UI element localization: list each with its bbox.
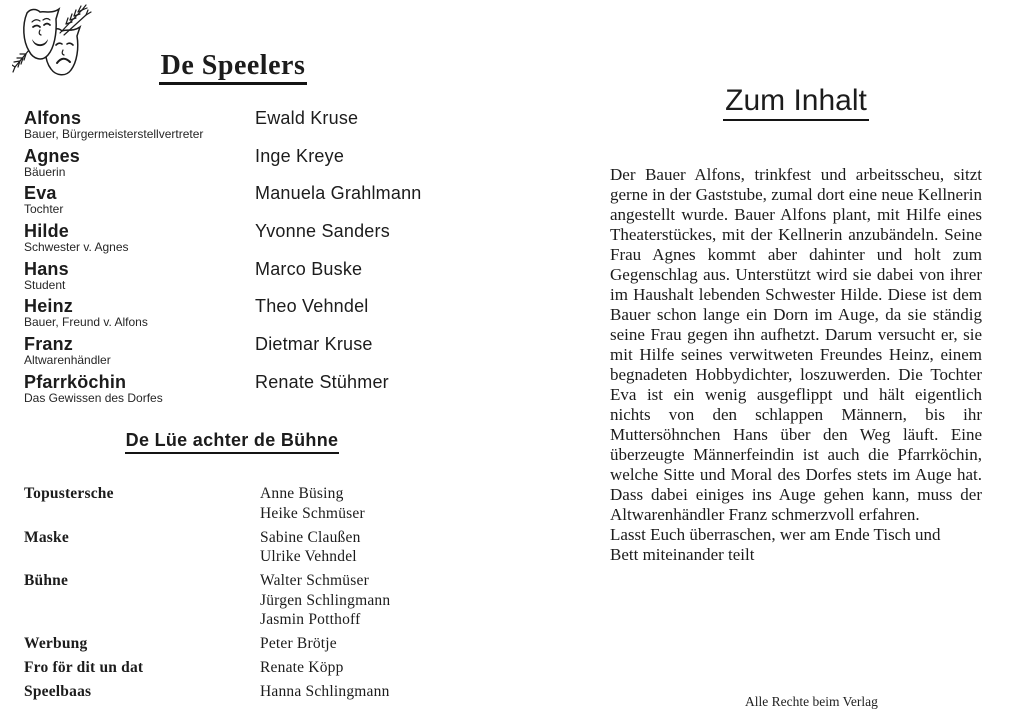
crew-names [260, 571, 480, 630]
crew-role: Speelbaas [24, 683, 92, 700]
cast-actor: Inge Kreye [255, 145, 345, 166]
crew-role: Fro för dit un dat [24, 659, 144, 676]
cast-row [24, 259, 480, 297]
crew-list [24, 484, 480, 706]
cast-role-desc: Schwester v. Agnes [24, 240, 129, 255]
left-page-title: De Speelers [159, 50, 308, 85]
cast-actor: Yvonne Sanders [255, 221, 390, 242]
cast-role-desc: Bäuerin [24, 164, 66, 179]
crew-row [24, 484, 480, 523]
crew-row [24, 528, 480, 567]
cast-row [24, 108, 480, 146]
cast-row [24, 146, 480, 184]
cast-role: Hilde [24, 221, 70, 242]
synopsis-paragraph: Der Bauer Alfons, trinkfest und arbeitsscheu, sitzt gerne in der Gaststube, zumal dort eine neue Kellnerin angestellt wurde. Bauer Alfons plant, mit Hilfe eines Theaterstückes, mit der Kellnerin anzubändeln. Seine Frau Agnes kommt aber dahinter und holt zum Gegenschlag aus. Unterstützt wird sie dabei von ihrer im Haushalt lebenden Schwester Hilde. Diese ist dem Bauer schon lange ein Dorn im Auge, da sie ständig seine Frau gegen ihn aufhetzt. Darum versucht er, sie mit Hilfe seines verwitweten Freundes Heinz, einem begnadeten Hobbydichter, loszuwerden. Die Tochter Eva ist ein wenig ausgeflippt und hält eigentlich nichts von den schlappen Männern, bis ihr Muttersöhnchen Hans über den Weg läuft. Eine überzeugte Männerfeindin ist auch die Pfarrköchin, welche Sitte und Moral des Dorfes stets im Auge hat. Dass dabei einiges ins Auge gehen kann, muss der Altwarenhändler Franz schmerzvoll erfahren. [610, 165, 982, 524]
crew-names [260, 658, 480, 678]
cast-role-desc: Student [24, 277, 66, 292]
crew-section-title: De Lüe achter de Bühne [125, 430, 340, 454]
crew-name: Jasmin Potthoff [260, 611, 361, 628]
cast-row [24, 296, 480, 334]
crew-section-header [0, 429, 464, 451]
crew-name: Anne Büsing [260, 485, 344, 502]
cast-role-desc: Bauer, Bürgermeisterstellvertreter [24, 127, 204, 141]
crew-names [260, 634, 480, 654]
cast-actor: Theo Vehndel [255, 296, 369, 317]
cast-row [24, 221, 480, 259]
crew-name: Jürgen Schlingmann [260, 591, 391, 609]
crew-names [260, 682, 480, 702]
crew-name: Peter Brötje [260, 635, 337, 652]
cast-role-desc: Tochter [24, 202, 64, 217]
cast-role-desc: Altwarenhändler [24, 353, 111, 368]
crew-role: Bühne [24, 572, 69, 589]
synopsis-section [610, 165, 982, 565]
crew-name: Renate Köpp [260, 659, 344, 676]
crew-role: Werbung [24, 635, 88, 652]
crew-names [260, 484, 480, 523]
cast-actor: Marco Buske [255, 258, 363, 279]
left-page-header [0, 50, 466, 82]
crew-name: Ulrike Vehndel [260, 548, 357, 565]
crew-row [24, 658, 480, 678]
synopsis-title: Zum Inhalt [723, 84, 869, 121]
cast-role: Franz [24, 334, 74, 355]
cast-role: Heinz [24, 296, 74, 317]
cast-role: Hans [24, 258, 69, 279]
crew-name: Walter Schmüser [260, 572, 369, 589]
crew-row [24, 571, 480, 630]
crew-role: Topustersche [24, 485, 114, 502]
cast-row [24, 183, 480, 221]
cast-role: Agnes [24, 145, 81, 166]
cast-row [24, 372, 480, 410]
cast-row [24, 334, 480, 372]
cast-list [24, 108, 480, 410]
crew-name: Sabine Claußen [260, 528, 361, 546]
cast-role: Eva [24, 183, 57, 204]
rights-note: Alle Rechte beim Verlag [745, 694, 878, 709]
right-page-header [610, 84, 982, 118]
cast-actor: Dietmar Kruse [255, 334, 373, 355]
cast-actor: Ewald Kruse [255, 108, 359, 128]
crew-row [24, 682, 480, 702]
cast-actor: Renate Stühmer [255, 371, 389, 392]
crew-role: Maske [24, 528, 69, 546]
crew-row [24, 634, 480, 654]
cast-actor: Manuela Grahlmann [255, 183, 422, 204]
cast-role: Pfarrköchin [24, 371, 127, 392]
cast-role: Alfons [24, 108, 82, 128]
crew-name: Hanna Schlingmann [260, 683, 390, 700]
cast-role-desc: Bauer, Freund v. Alfons [24, 315, 148, 330]
cast-role-desc: Das Gewissen des Dorfes [24, 390, 163, 405]
closing-line: Bett miteinander teilt [610, 545, 755, 564]
closing-line: Lasst Euch überraschen, wer am Ende Tisch und [610, 525, 941, 544]
crew-names [260, 528, 480, 567]
crew-name: Heike Schmüser [260, 504, 365, 522]
